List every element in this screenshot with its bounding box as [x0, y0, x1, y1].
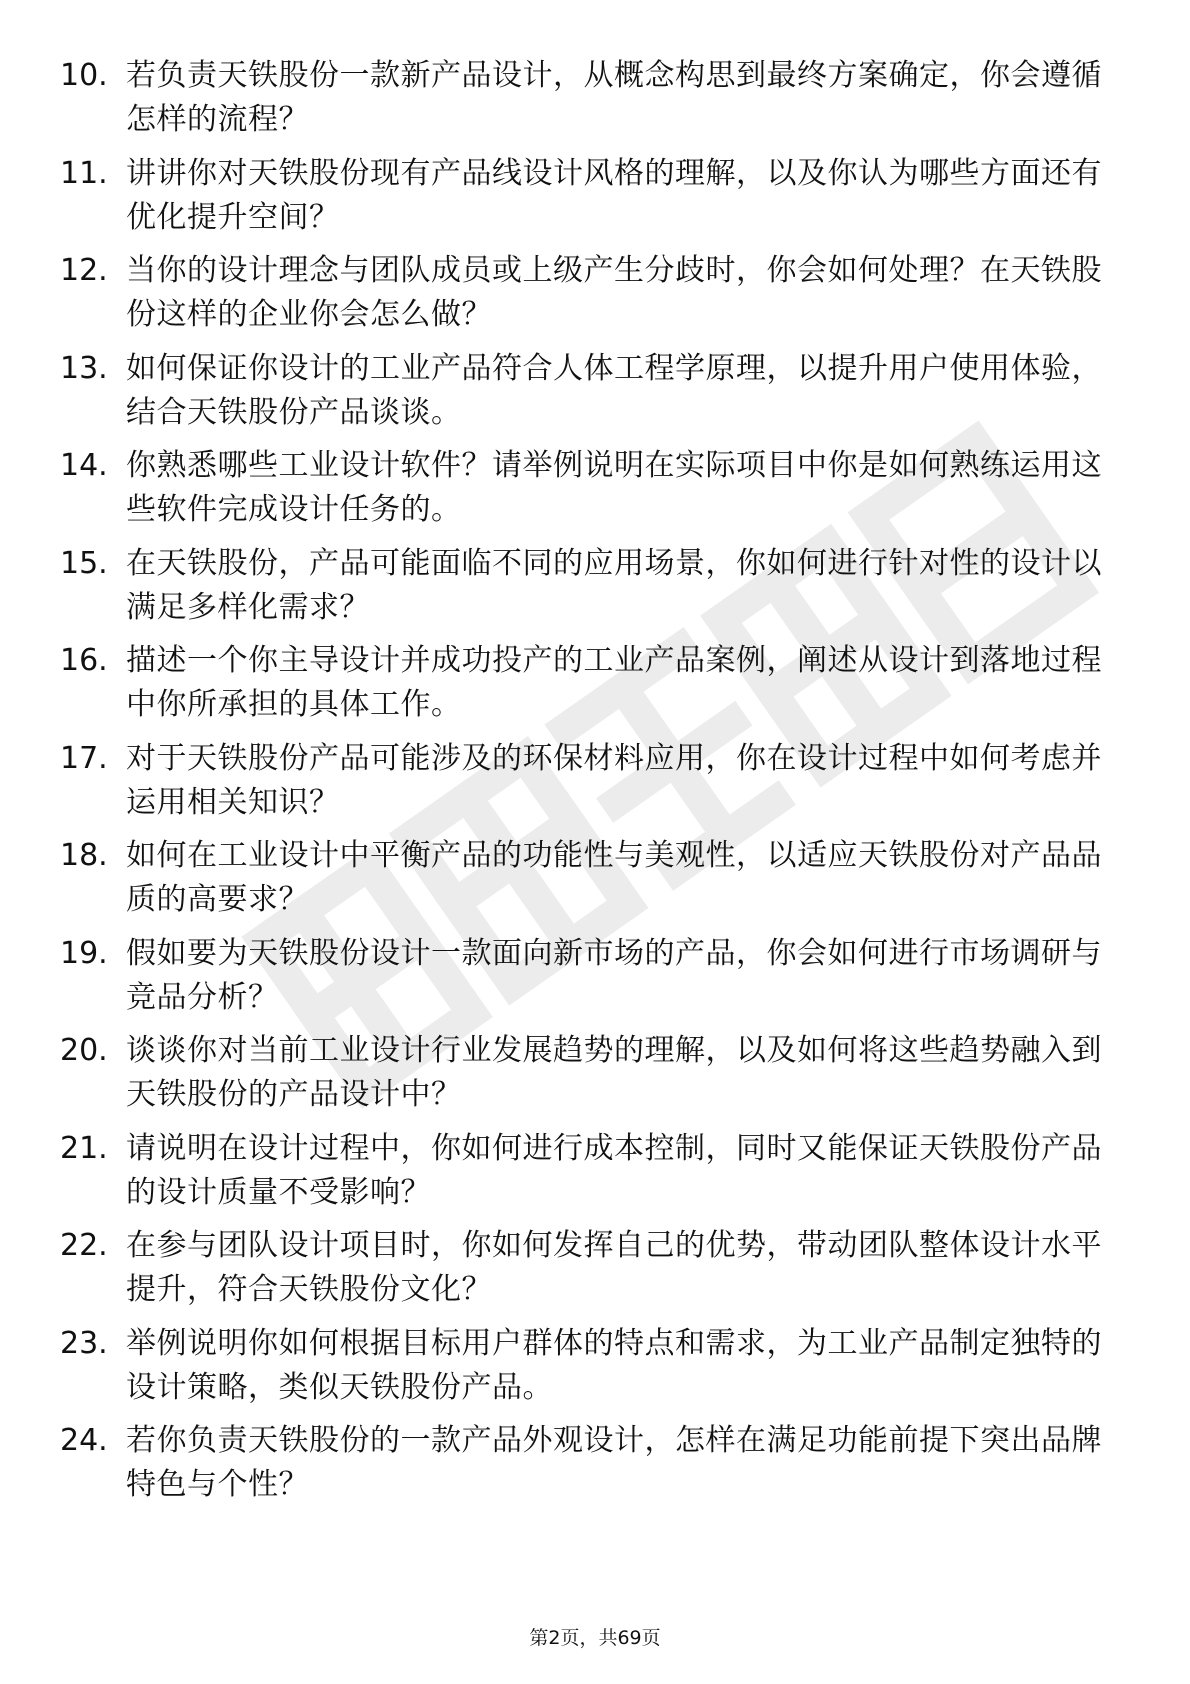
list-item — [0, 1222, 1190, 1320]
list-item — [0, 1125, 1190, 1223]
list-item — [0, 1027, 1190, 1125]
list-item — [0, 1417, 1190, 1515]
list-item — [0, 930, 1190, 1028]
question-text: 对于天铁股份产品可能涉及的环保材料应用，你在设计过程中如何考虑并运用相关知识？ — [126, 740, 1102, 820]
question-number: 21. — [60, 1130, 108, 1166]
list-item — [0, 345, 1190, 443]
question-number: 10. — [60, 58, 108, 93]
question-text: 如何在工业设计中平衡产品的功能性与美观性，以适应天铁股份对产品品质的高要求？ — [126, 838, 1102, 917]
question-number: 13. — [60, 350, 108, 386]
question-number: 22. — [60, 1228, 108, 1263]
question-number: 11. — [60, 155, 108, 191]
question-number: 12. — [60, 253, 108, 288]
question-number: 16. — [60, 643, 108, 678]
question-text: 当你的设计理念与团队成员或上级产生分歧时，你会如何处理？在天铁股份这样的企业你会怎么做？ — [126, 253, 1102, 332]
list-item — [0, 52, 1190, 150]
question-text: 在参与团队设计项目时，你如何发挥自己的优势，带动团队整体设计水平提升，符合天铁股份文化？ — [126, 1228, 1102, 1307]
list-item — [0, 1320, 1190, 1418]
question-text: 请说明在设计过程中，你如何进行成本控制，同时又能保证天铁股份产品的设计质量不受影响？ — [126, 1130, 1102, 1210]
list-item — [0, 150, 1190, 248]
question-text: 在天铁股份，产品可能面临不同的应用场景，你如何进行针对性的设计以满足多样化需求？ — [126, 545, 1102, 625]
list-item — [0, 832, 1190, 930]
question-text: 谈谈你对当前工业设计行业发展趋势的理解，以及如何将这些趋势融入到天铁股份的产品设计中？ — [126, 1033, 1102, 1112]
question-number: 14. — [60, 448, 108, 483]
question-text: 举例说明你如何根据目标用户群体的特点和需求，为工业产品制定独特的设计策略，类似天铁股份产品。 — [126, 1325, 1102, 1405]
list-item — [0, 247, 1190, 345]
question-number: 24. — [60, 1423, 108, 1458]
question-number: 23. — [60, 1325, 108, 1361]
page-indicator: 第2页，共69页 — [529, 1627, 661, 1649]
list-item — [0, 735, 1190, 833]
question-text: 若你负责天铁股份的一款产品外观设计，怎样在满足功能前提下突出品牌特色与个性？ — [126, 1423, 1102, 1502]
question-number: 17. — [60, 740, 108, 776]
question-text: 讲讲你对天铁股份现有产品线设计风格的理解，以及你认为哪些方面还有优化提升空间？ — [126, 155, 1102, 235]
question-number: 18. — [60, 838, 108, 873]
question-number: 15. — [60, 545, 108, 581]
question-text: 若负责天铁股份一款新产品设计，从概念构思到最终方案确定，你会遵循怎样的流程？ — [126, 58, 1102, 137]
question-text: 假如要为天铁股份设计一款面向新市场的产品，你会如何进行市场调研与竞品分析？ — [126, 935, 1102, 1015]
question-number: 20. — [60, 1033, 108, 1068]
list-item — [0, 442, 1190, 540]
question-text: 如何保证你设计的工业产品符合人体工程学原理，以提升用户使用体验，结合天铁股份产品谈谈。 — [126, 350, 1102, 430]
question-list — [0, 52, 1190, 1515]
list-item — [0, 637, 1190, 735]
question-text: 描述一个你主导设计并成功投产的工业产品案例，阐述从设计到落地过程中你所承担的具体工作。 — [126, 643, 1102, 722]
list-item — [0, 540, 1190, 638]
question-text: 你熟悉哪些工业设计软件？请举例说明在实际项目中你是如何熟练运用这些软件完成设计任务的。 — [126, 448, 1102, 527]
question-number: 19. — [60, 935, 108, 971]
